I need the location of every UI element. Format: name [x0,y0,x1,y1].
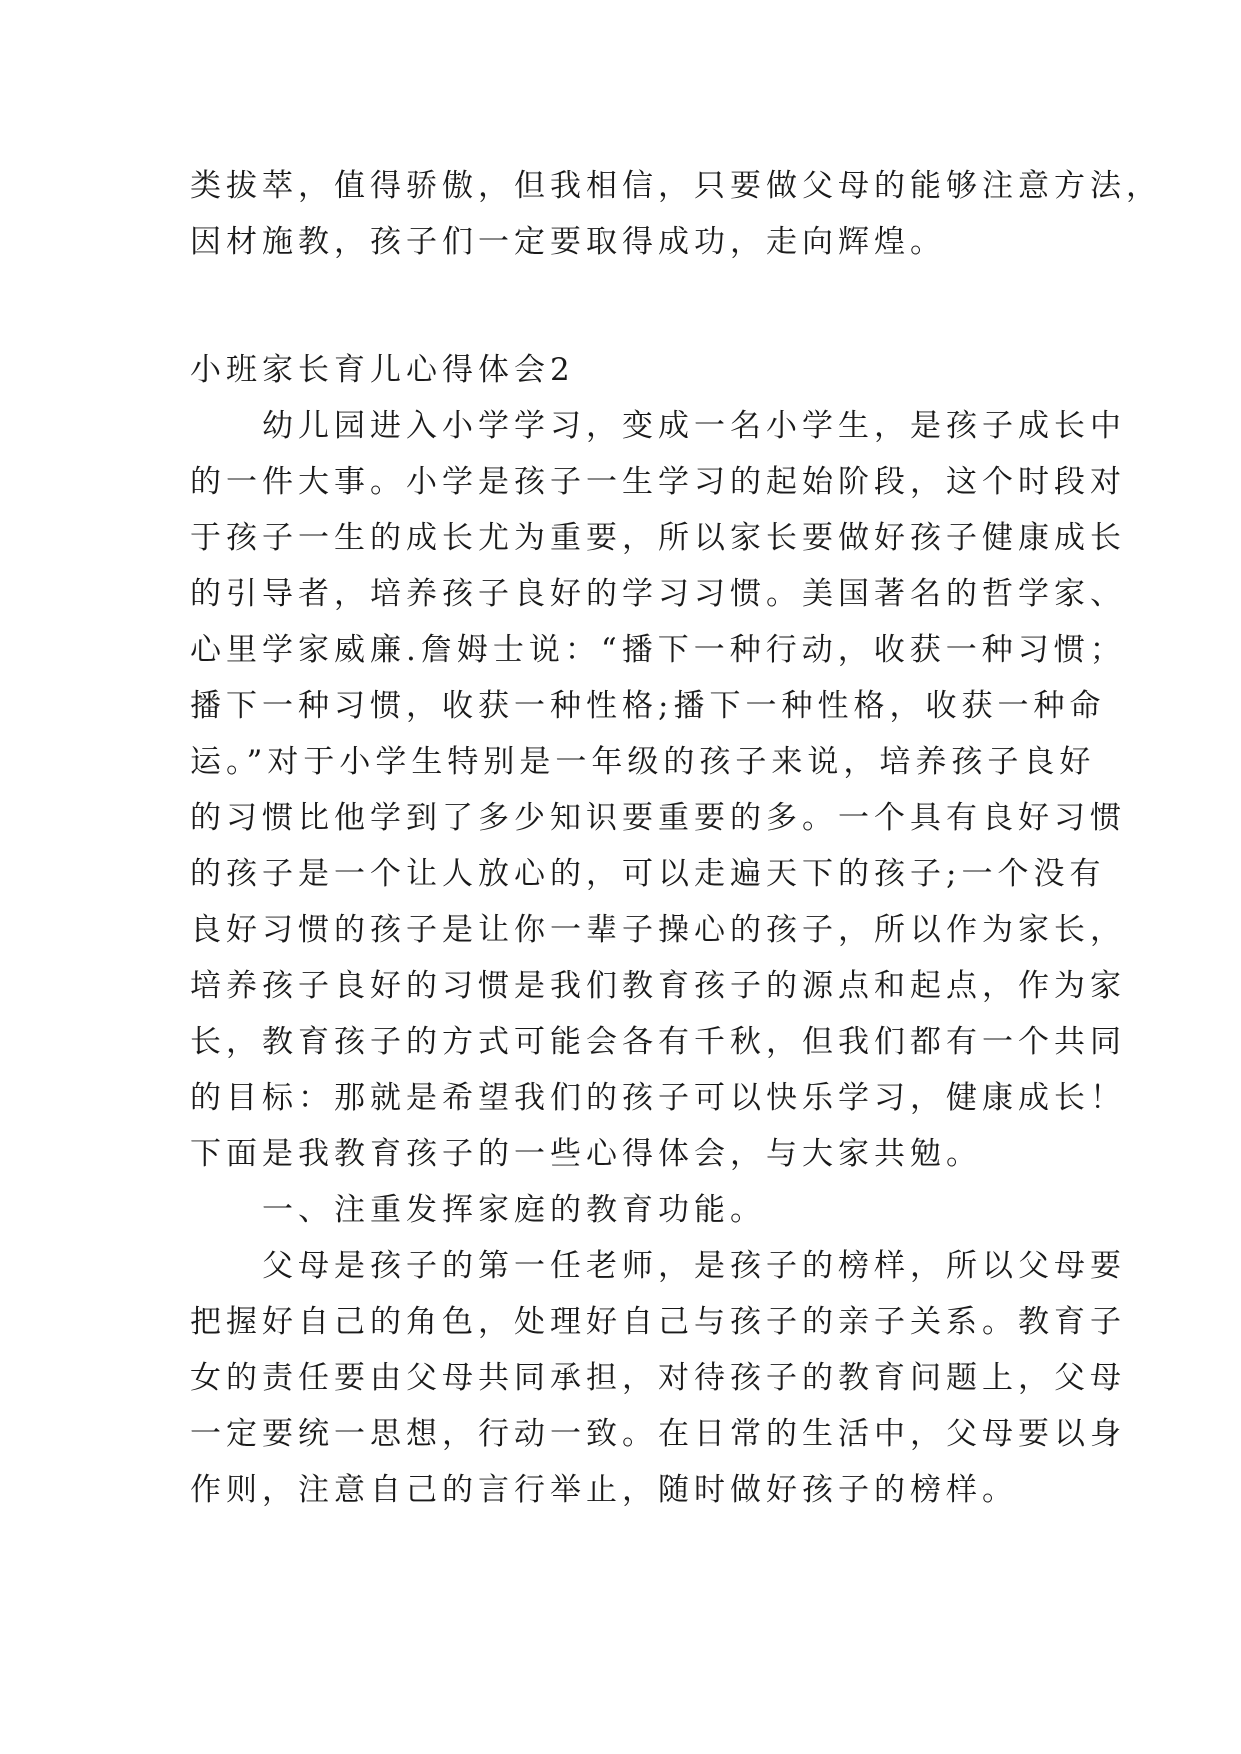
text-line: 运。”对于小学生特别是一年级的孩子来说，培养孩子良好 [190,744,1096,780]
text-line: 的孩子是一个让人放心的，可以走遍天下的孩子;一个没有 [190,856,1106,892]
text-line: 一、注重发挥家庭的教育功能。 [262,1192,766,1228]
text-line: 的一件大事。小学是孩子一生学习的起始阶段，这个时段对 [190,464,1126,500]
text-line: 父母是孩子的第一任老师，是孩子的榜样，所以父母要 [262,1248,1126,1284]
text-line: 作则，注意自己的言行举止，随时做好孩子的榜样。 [190,1472,1018,1508]
text-line: 一定要统一思想，行动一致。在日常的生活中，父母要以身 [190,1416,1126,1452]
text-line: 心里学家威廉.詹姆士说：“播下一种行动，收获一种习惯； [190,632,1126,668]
text-line: 长，教育孩子的方式可能会各有千秋，但我们都有一个共同 [190,1024,1126,1060]
text-line: 下面是我教育孩子的一些心得体会，与大家共勉。 [190,1136,982,1172]
text-line: 幼儿园进入小学学习，变成一名小学生，是孩子成长中 [262,408,1126,444]
text-line: 把握好自己的角色，处理好自己与孩子的亲子关系。教育子 [190,1304,1126,1340]
text-line: 因材施教，孩子们一定要取得成功，走向辉煌。 [190,224,946,260]
text-line: 良好习惯的孩子是让你一辈子操心的孩子，所以作为家长， [190,912,1126,948]
paragraph-gap [190,270,1070,342]
text-line: 播下一种习惯，收获一种性格;播下一种性格，收获一种命 [190,688,1106,724]
section-heading: 小班家长育儿心得体会2 [190,352,575,388]
intro-paragraph [190,158,1162,270]
text-line: 培养孩子良好的习惯是我们教育孩子的源点和起点，作为家 [190,968,1126,1004]
text-line: 的引导者，培养孩子良好的学习习惯。美国著名的哲学家、 [190,576,1126,612]
paragraph-2 [190,1238,1126,1518]
text-line: 的目标：那就是希望我们的孩子可以快乐学习，健康成长！ [190,1080,1126,1116]
paragraph-1 [190,398,1126,1182]
section-1-title [190,1182,1070,1238]
document-body [190,158,1162,1518]
text-line: 的习惯比他学到了多少知识要重要的多。一个具有良好习惯 [190,800,1126,836]
text-line: 于孩子一生的成长尤为重要，所以家长要做好孩子健康成长 [190,520,1126,556]
text-line: 女的责任要由父母共同承担，对待孩子的教育问题上，父母 [190,1360,1126,1396]
text-line: 类拔萃，值得骄傲，但我相信，只要做父母的能够注意方法， [190,168,1162,204]
